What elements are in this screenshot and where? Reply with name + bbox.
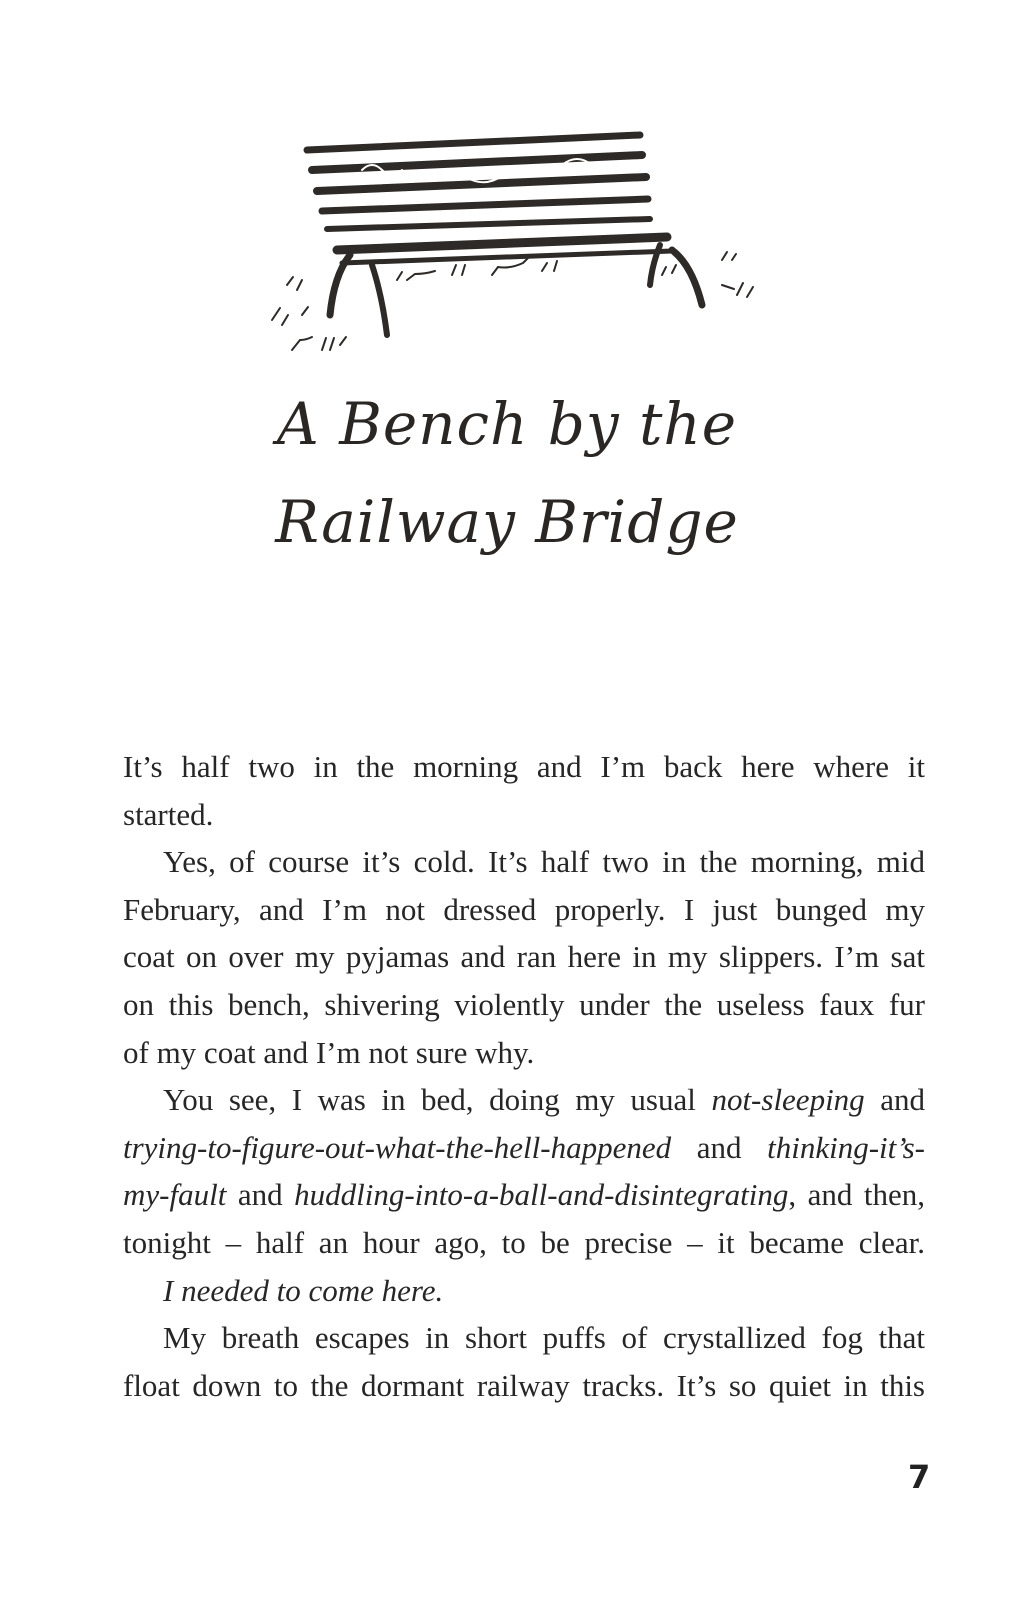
- bench-illustration: [262, 125, 807, 360]
- text-line: [123, 1171, 925, 1219]
- italic-text: thinking-it’s-: [767, 1129, 925, 1165]
- text-line: [123, 743, 925, 791]
- text-segment: My breath escapes in short puffs of crystallized fog that: [163, 1320, 925, 1356]
- text-segment: on this bench, shivering violently under the useless faux fur: [123, 986, 925, 1022]
- italic-text: my-fault: [123, 1177, 227, 1213]
- text-line: [123, 791, 925, 839]
- text-line: [123, 1076, 925, 1124]
- text-segment: and: [864, 1082, 925, 1118]
- text-segment: and: [226, 1177, 295, 1213]
- body-text: [123, 743, 925, 1409]
- text-segment: and: [671, 1129, 768, 1165]
- text-line: [123, 1219, 925, 1267]
- text-segment: started.: [123, 796, 214, 832]
- text-segment: coat on over my pyjamas and ran here in my slippers. I’m sat: [123, 939, 925, 975]
- italic-text: not-sleeping: [711, 1082, 865, 1118]
- text-line: [123, 1124, 925, 1172]
- text-line: [123, 1314, 925, 1362]
- text-segment: tonight – half an hour ago, to be precise – it became clear.: [123, 1224, 925, 1260]
- italic-text: huddling-into-a-ball-and-disintegrating: [294, 1177, 789, 1213]
- text-line: [123, 838, 925, 886]
- text-segment: February, and I’m not dressed properly. I just bunged my: [123, 891, 925, 927]
- text-line: [123, 1267, 925, 1315]
- text-segment: Yes, of course it’s cold. It’s half two in the morning, mid: [163, 844, 925, 880]
- text-line: [123, 1029, 925, 1077]
- chapter-title-line-2: Railway Bridge: [275, 488, 739, 556]
- text-segment: float down to the dormant railway tracks. It’s so quiet in this: [123, 1367, 925, 1403]
- text-line: [123, 981, 925, 1029]
- text-line: [123, 1362, 925, 1410]
- text-segment: , and then,: [788, 1177, 925, 1213]
- italic-text: trying-to-figure-out-what-the-hell-happened: [123, 1129, 672, 1165]
- text-line: [123, 933, 925, 981]
- text-segment: You see, I was in bed, doing my usual: [163, 1082, 712, 1118]
- chapter-title-line-1: A Bench by the: [276, 390, 738, 458]
- text-line: [123, 886, 925, 934]
- text-segment: It’s half two in the morning and I’m back here where it: [123, 749, 925, 784]
- page-number: 7: [908, 1458, 931, 1496]
- text-segment: of my coat and I’m not sure why.: [123, 1034, 535, 1070]
- italic-text: I needed to come here.: [163, 1272, 444, 1308]
